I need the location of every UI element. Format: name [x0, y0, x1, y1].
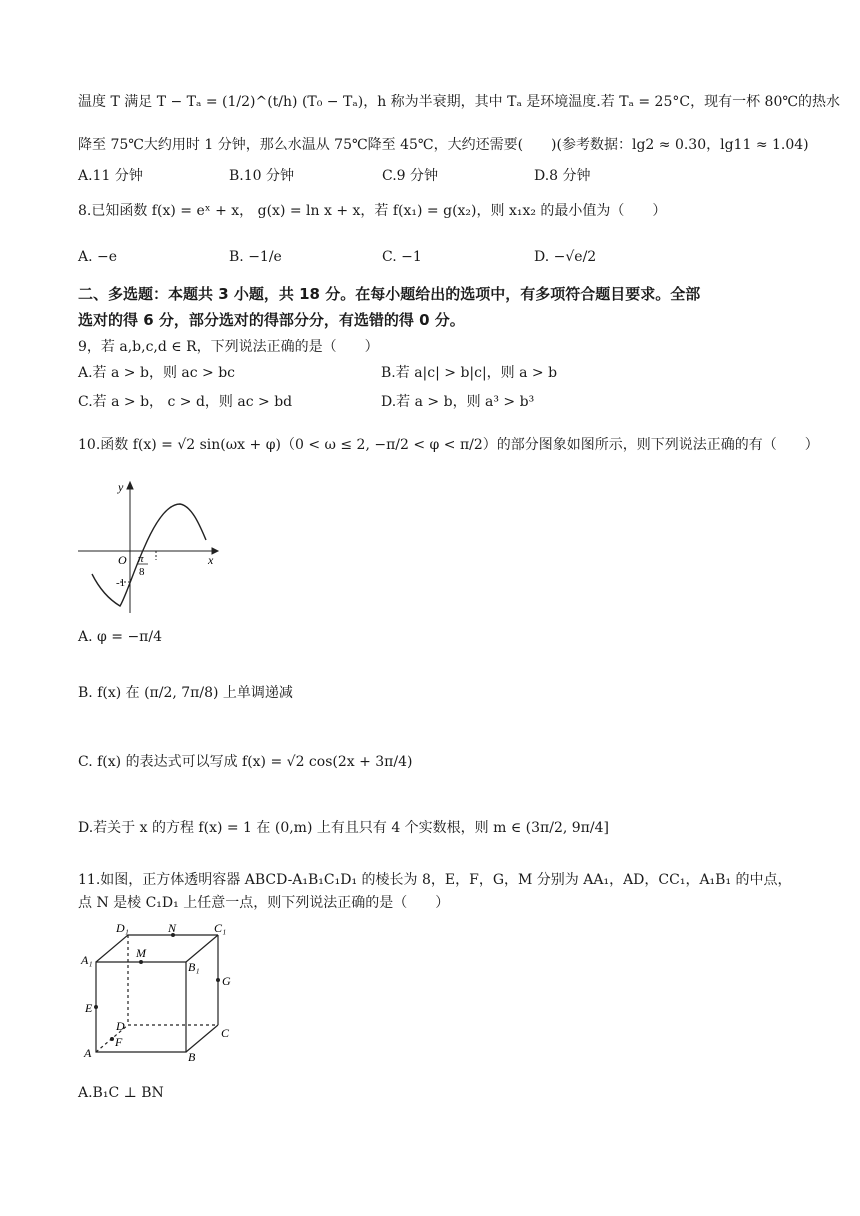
q9-option-d: D.若 a > b，则 a³ > b³ [381, 394, 535, 410]
edge-b-c [186, 1025, 218, 1052]
q9-stem: 9，若 a,b,c,d ∈ R，下列说法正确的是（ ） [78, 339, 379, 355]
label-d: D [116, 1019, 125, 1033]
label-a1: A₁ [81, 953, 93, 967]
edge-b1-c1 [186, 935, 218, 962]
label-g: G [222, 974, 231, 988]
q8-option-b: B. −1/e [229, 249, 282, 265]
label-m: M [136, 946, 146, 960]
sine-curve [92, 504, 206, 606]
point-f [110, 1037, 114, 1041]
q8-option-d: D. −√e/2 [534, 249, 597, 265]
label-a: A [84, 1046, 92, 1060]
q10-option-d: D.若关于 x 的方程 f(x) = 1 在 (0,m) 上有且只有 4 个实数根，则 m ∈ (3π/2, 9π/4] [78, 820, 609, 836]
q7-option-c: C.9 分钟 [382, 168, 439, 184]
q7-line1: 温度 T 满足 T − Tₐ = (1/2)^(t/h) (T₀ − Tₐ)，h 称为半衰期，其中 Tₐ 是环境温度.若 Tₐ = 25°C，现有一杯 80℃的热水 [78, 94, 841, 110]
section2-heading-line1: 二、多选题：本题共 3 小题，共 18 分。在每小题给出的选项中，有多项符合题目要求。全部 [78, 285, 701, 303]
edge-a1-d1 [96, 935, 128, 962]
q7-option-b: B.10 分钟 [229, 168, 295, 184]
q8-stem: 8.已知函数 f(x) = eˣ + x， g(x) = ln x + x，若 f(x₁) = g(x₂)，则 x₁x₂ 的最小值为（ ） [78, 203, 667, 219]
label-f: F [115, 1035, 123, 1049]
q8-option-a: A. −e [78, 249, 118, 265]
label-c1: C₁ [214, 922, 227, 935]
point-g [216, 978, 220, 982]
graph-tick-pi: π [138, 553, 144, 565]
y-axis-arrow [127, 482, 133, 489]
graph-y-label: y [118, 480, 124, 494]
label-c: C [221, 1026, 230, 1040]
q9-option-b: B.若 a|c| > b|c|，则 a > b [381, 365, 558, 381]
label-e: E [85, 1001, 93, 1015]
label-b: B [188, 1050, 196, 1064]
q8-option-c: C. −1 [382, 249, 422, 265]
q7-line2: 降至 75℃大约用时 1 分钟，那么水温从 75℃降至 45℃，大约还需要( )(参考数据：lg2 ≈ 0.30，lg11 ≈ 1.04) [78, 137, 809, 153]
q9-option-c: C.若 a > b， c > d，则 ac > bd [78, 394, 293, 410]
point-m [139, 960, 143, 964]
q11-line2: 点 N 是棱 C₁D₁ 上任意一点，则下列说法正确的是（ ） [78, 895, 450, 911]
graph-minus1-label: -1 [116, 577, 126, 589]
q10-option-b: B. f(x) 在 (π/2, 7π/8) 上单调递减 [78, 685, 293, 701]
q11-cube-diagram [76, 922, 246, 1064]
q11-line1: 11.如图，正方体透明容器 ABCD-A₁B₁C₁D₁ 的棱长为 8，E，F，G，M 分别为 AA₁，AD，CC₁，A₁B₁ 的中点， [78, 872, 792, 888]
q10-option-c: C. f(x) 的表达式可以写成 f(x) = √2 cos(2x + 3π/4) [78, 754, 413, 770]
graph-x-label: x [208, 553, 214, 567]
q10-stem: 10.函数 f(x) = √2 sin(ωx + φ)（0 < ω ≤ 2, −π/2 < φ < π/2）的部分图象如图所示，则下列说法正确的有（ ） [78, 437, 819, 453]
cube-front-face [96, 962, 186, 1052]
q10-function-graph [76, 478, 221, 618]
graph-tick-8: 8 [139, 566, 145, 578]
q7-option-a: A.11 分钟 [78, 168, 143, 184]
q11-option-a: A.B₁C ⊥ BN [78, 1085, 164, 1101]
section2-heading-line2: 选对的得 6 分，部分选对的得部分分，有选错的得 0 分。 [78, 311, 465, 329]
label-n: N [168, 922, 177, 935]
label-d1: D₁ [116, 922, 129, 935]
point-e [94, 1005, 98, 1009]
label-b1: B₁ [188, 960, 200, 974]
q10-option-a: A. φ = −π/4 [78, 629, 162, 645]
q7-option-d: D.8 分钟 [534, 168, 591, 184]
q9-option-a: A.若 a > b，则 ac > bc [78, 365, 236, 381]
graph-origin-label: O [118, 553, 127, 567]
